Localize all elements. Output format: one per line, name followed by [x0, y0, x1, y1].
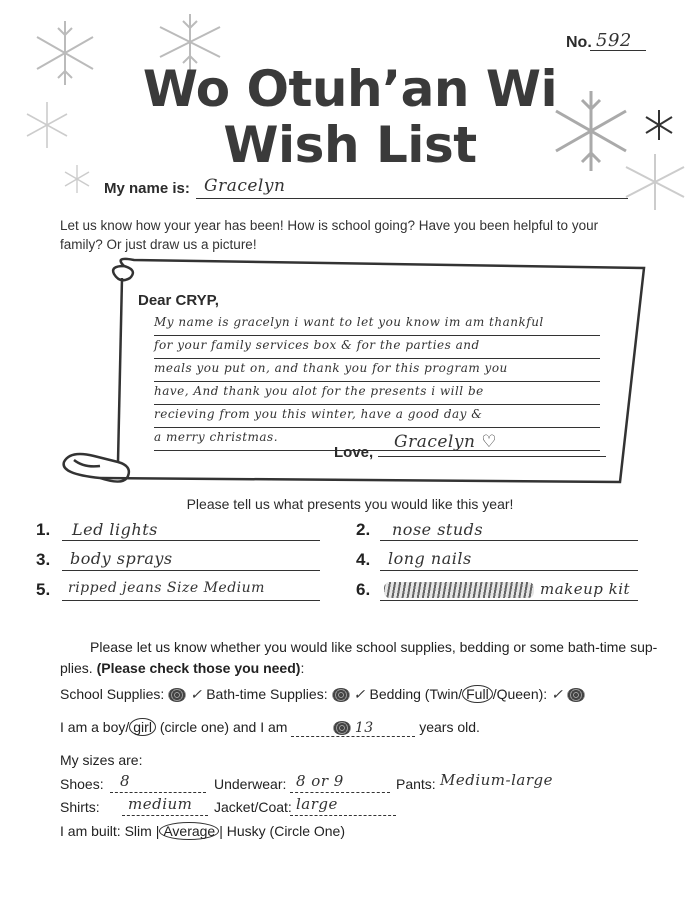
shirts-line [122, 815, 208, 816]
present-line [380, 600, 638, 601]
present-line [62, 600, 320, 601]
letter-line: have, And thank you alot for the presents i will be [154, 382, 600, 405]
page-title-line1: Wo Otuh’an Wi [142, 60, 558, 118]
bath-check: ✓ [353, 687, 366, 703]
build-average-circled: Average [159, 822, 219, 840]
present-item: Led lights [72, 520, 158, 539]
build-line: I am built: Slim | Average | Husky (Circle One) [60, 823, 346, 839]
present-line [62, 540, 320, 541]
age-value: 13 [354, 720, 374, 736]
letter-prompt: Let us know how your year has been! How is school going? Have you been helpful to your family? Or just draw us a picture! [60, 218, 599, 252]
present-item: long nails [388, 549, 472, 568]
present-item: makeup kit [540, 580, 631, 598]
present-line [380, 540, 638, 541]
underwear-value: 8 or 9 [296, 772, 344, 790]
jacket-label: Jacket/Coat: [214, 799, 292, 815]
letter-line: meals you put on, and thank you for this program you [154, 359, 600, 382]
letter-line: a merry christmas. [154, 428, 600, 451]
supplies-checklist: School Supplies: ✓ Bath-time Supplies: ✓ Bedding (Twin/ Full /Queen): ✓ [60, 686, 585, 703]
name-underline [196, 198, 628, 199]
present-number: 3. [36, 550, 51, 569]
letter-line: recieving from you this winter, have a good day & [154, 405, 600, 428]
shirts-label: Shirts: [60, 799, 100, 815]
scribbled-out-text [384, 582, 534, 598]
signature: Gracelyn ♡ [394, 432, 498, 452]
bedding-check: ✓ [551, 687, 564, 703]
present-line [380, 570, 638, 571]
sizes-heading: My sizes are: [60, 752, 143, 768]
letter-body [154, 313, 600, 451]
letter-line: My name is gracelyn i want to let you know im am thankful [154, 313, 600, 336]
present-number: 6. [356, 580, 371, 599]
present-item: ripped jeans Size Medium [68, 580, 265, 596]
shoes-label: Shoes: [60, 776, 104, 792]
name-label: My name is: [104, 180, 190, 197]
bedding-full-circled: Full [462, 685, 493, 703]
present-number: 5. [36, 580, 51, 599]
closing-label: Love, [334, 444, 374, 461]
present-number: 1. [36, 520, 51, 539]
underwear-label: Underwear: [214, 776, 287, 792]
shoes-value: 8 [120, 772, 131, 790]
scribble-icon [332, 688, 350, 702]
letter-greeting: Dear CRYP, [138, 292, 219, 309]
pants-label: Pants: [396, 776, 436, 792]
present-number: 2. [356, 520, 371, 539]
girl-circled: girl [129, 718, 156, 736]
signature-underline [378, 456, 606, 457]
supplies-intro-line2: plies. (Please check those you need): [60, 660, 305, 676]
scribble-icon [333, 721, 351, 735]
letter-line: for your family services box & for the parties and [154, 336, 600, 359]
gender-age-line: I am a boy/ girl (circle one) and I am 13 years old. [60, 719, 480, 736]
school-check: ✓ [190, 687, 203, 703]
name-value: Gracelyn [204, 176, 286, 196]
number-value: 592 [596, 30, 632, 51]
present-number: 4. [356, 550, 371, 569]
page-title-line2: Wish List [223, 116, 477, 174]
pants-value: Medium-large [440, 771, 553, 789]
shoes-line [110, 792, 206, 793]
jacket-line [290, 815, 396, 816]
present-item: body sprays [70, 549, 173, 568]
present-item: nose studs [392, 520, 484, 539]
present-line [62, 570, 320, 571]
scribble-icon [567, 688, 585, 702]
supplies-intro: Please let us know whether you would like school supplies, bedding or some bath-time sup- [90, 639, 658, 655]
scribble-icon [168, 688, 186, 702]
jacket-value: large [296, 795, 338, 813]
number-label: No. [566, 34, 592, 51]
number-underline [590, 50, 646, 51]
underwear-line [290, 792, 390, 793]
presents-heading: Please tell us what presents you would like this year! [186, 496, 514, 512]
shirts-value: medium [128, 795, 193, 813]
